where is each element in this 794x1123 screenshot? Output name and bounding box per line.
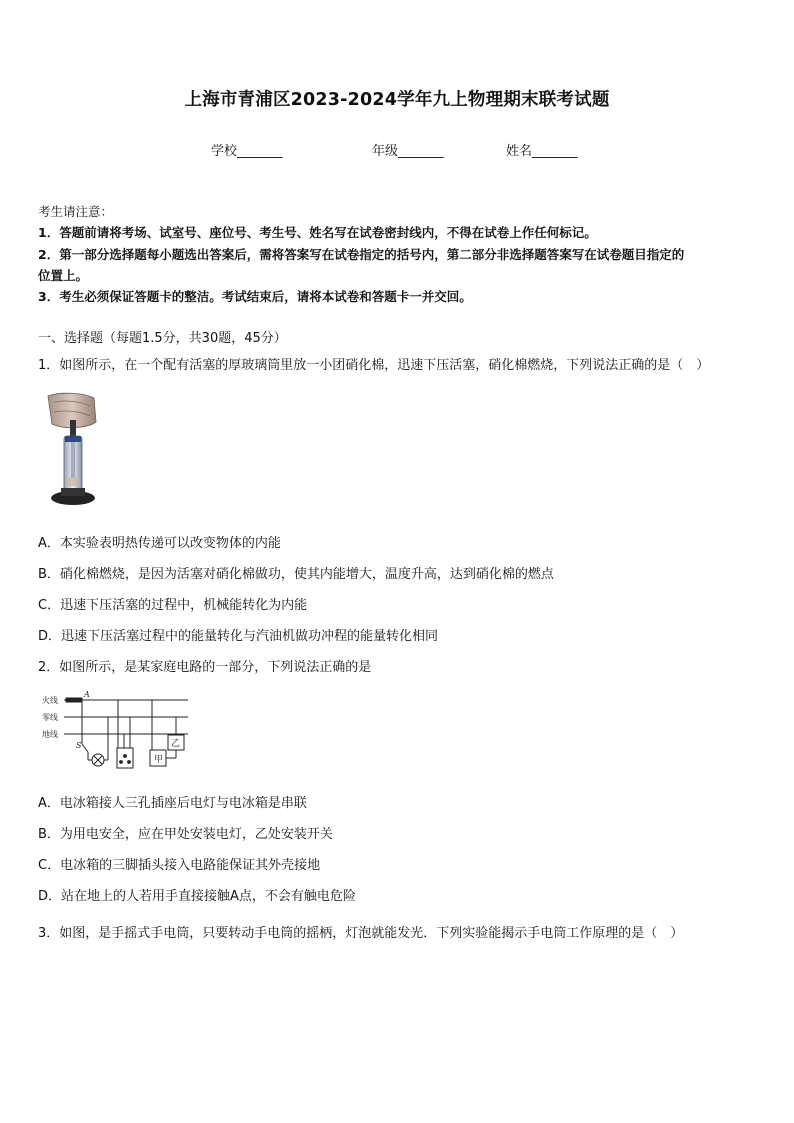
question-1-option-c: C．迅速下压活塞的过程中，机械能转化为内能 xyxy=(38,598,308,613)
question-2-option-a: A．电冰箱接人三孔插座后电灯与电冰箱是串联 xyxy=(38,796,307,811)
piston-cylinder-figure xyxy=(44,392,106,512)
question-1-stem: 1．如图所示，在一个配有活塞的厚玻璃筒里放一小团硝化棉，迅速下压活塞，硝化棉燃烧，下列说法正确的是（ ） xyxy=(38,358,710,373)
page-title: 上海市青浦区2023-2024学年九上物理期末联考试题 xyxy=(184,90,610,110)
neutral-wire-label: 零线 xyxy=(42,713,58,722)
question-1-option-d: D．迅速下压活塞过程中的能量转化与汽油机做功冲程的能量转化相同 xyxy=(38,629,439,644)
grade-field: 年级_______ xyxy=(372,144,444,159)
section-heading: 一、选择题（每题1.5分，共30题，45分） xyxy=(38,331,287,346)
name-field: 姓名_______ xyxy=(506,144,578,159)
point-a-label: A xyxy=(84,690,90,699)
question-2-option-c: C．电冰箱的三脚插头接入电路能保证其外壳接地 xyxy=(38,858,321,873)
question-2-option-b: B．为用电安全，应在甲处安装电灯，乙处安装开关 xyxy=(38,827,333,842)
note-item: 1．答题前请将考场、试室号、座位号、考生号、姓名写在试卷密封线内，不得在试卷上作任何标记。 xyxy=(38,225,597,240)
school-field: 学校_______ xyxy=(211,144,283,159)
question-3-stem: 3．如图，是手摇式手电筒，只要转动手电筒的摇柄，灯泡就能发光．下列实验能揭示手电筒工作原理的是（ ） xyxy=(38,926,684,941)
switch-s-label: S xyxy=(76,741,82,750)
note-item: 位置上。 xyxy=(38,268,89,283)
question-2-stem: 2．如图所示，是某家庭电路的一部分，下列说法正确的是 xyxy=(38,660,372,675)
note-item: 3．考生必须保证答题卡的整洁。考试结束后，请将本试卷和答题卡一并交回。 xyxy=(38,289,472,304)
question-1-option-b: B．硝化棉燃烧，是因为活塞对硝化棉做功，使其内能增大，温度升高，达到硝化棉的燃点 xyxy=(38,567,554,582)
position-jia-label: 甲 xyxy=(154,755,164,765)
question-1-option-a: A．本实验表明热传递可以改变物体的内能 xyxy=(38,536,281,551)
note-item: 2．第一部分选择题每小题选出答案后，需将答案写在试卷指定的括号内，第二部分非选择题答案写在试卷题目指定的 xyxy=(38,247,685,262)
ground-wire-label: 地线 xyxy=(42,730,58,739)
position-yi-label: 乙 xyxy=(171,739,181,749)
live-wire-label: 火线 xyxy=(42,696,58,705)
household-circuit-diagram xyxy=(40,688,190,772)
notes-heading: 考生请注意： xyxy=(38,204,114,219)
question-2-option-d: D．站在地上的人若用手直接接触A点，不会有触电危险 xyxy=(38,889,356,904)
